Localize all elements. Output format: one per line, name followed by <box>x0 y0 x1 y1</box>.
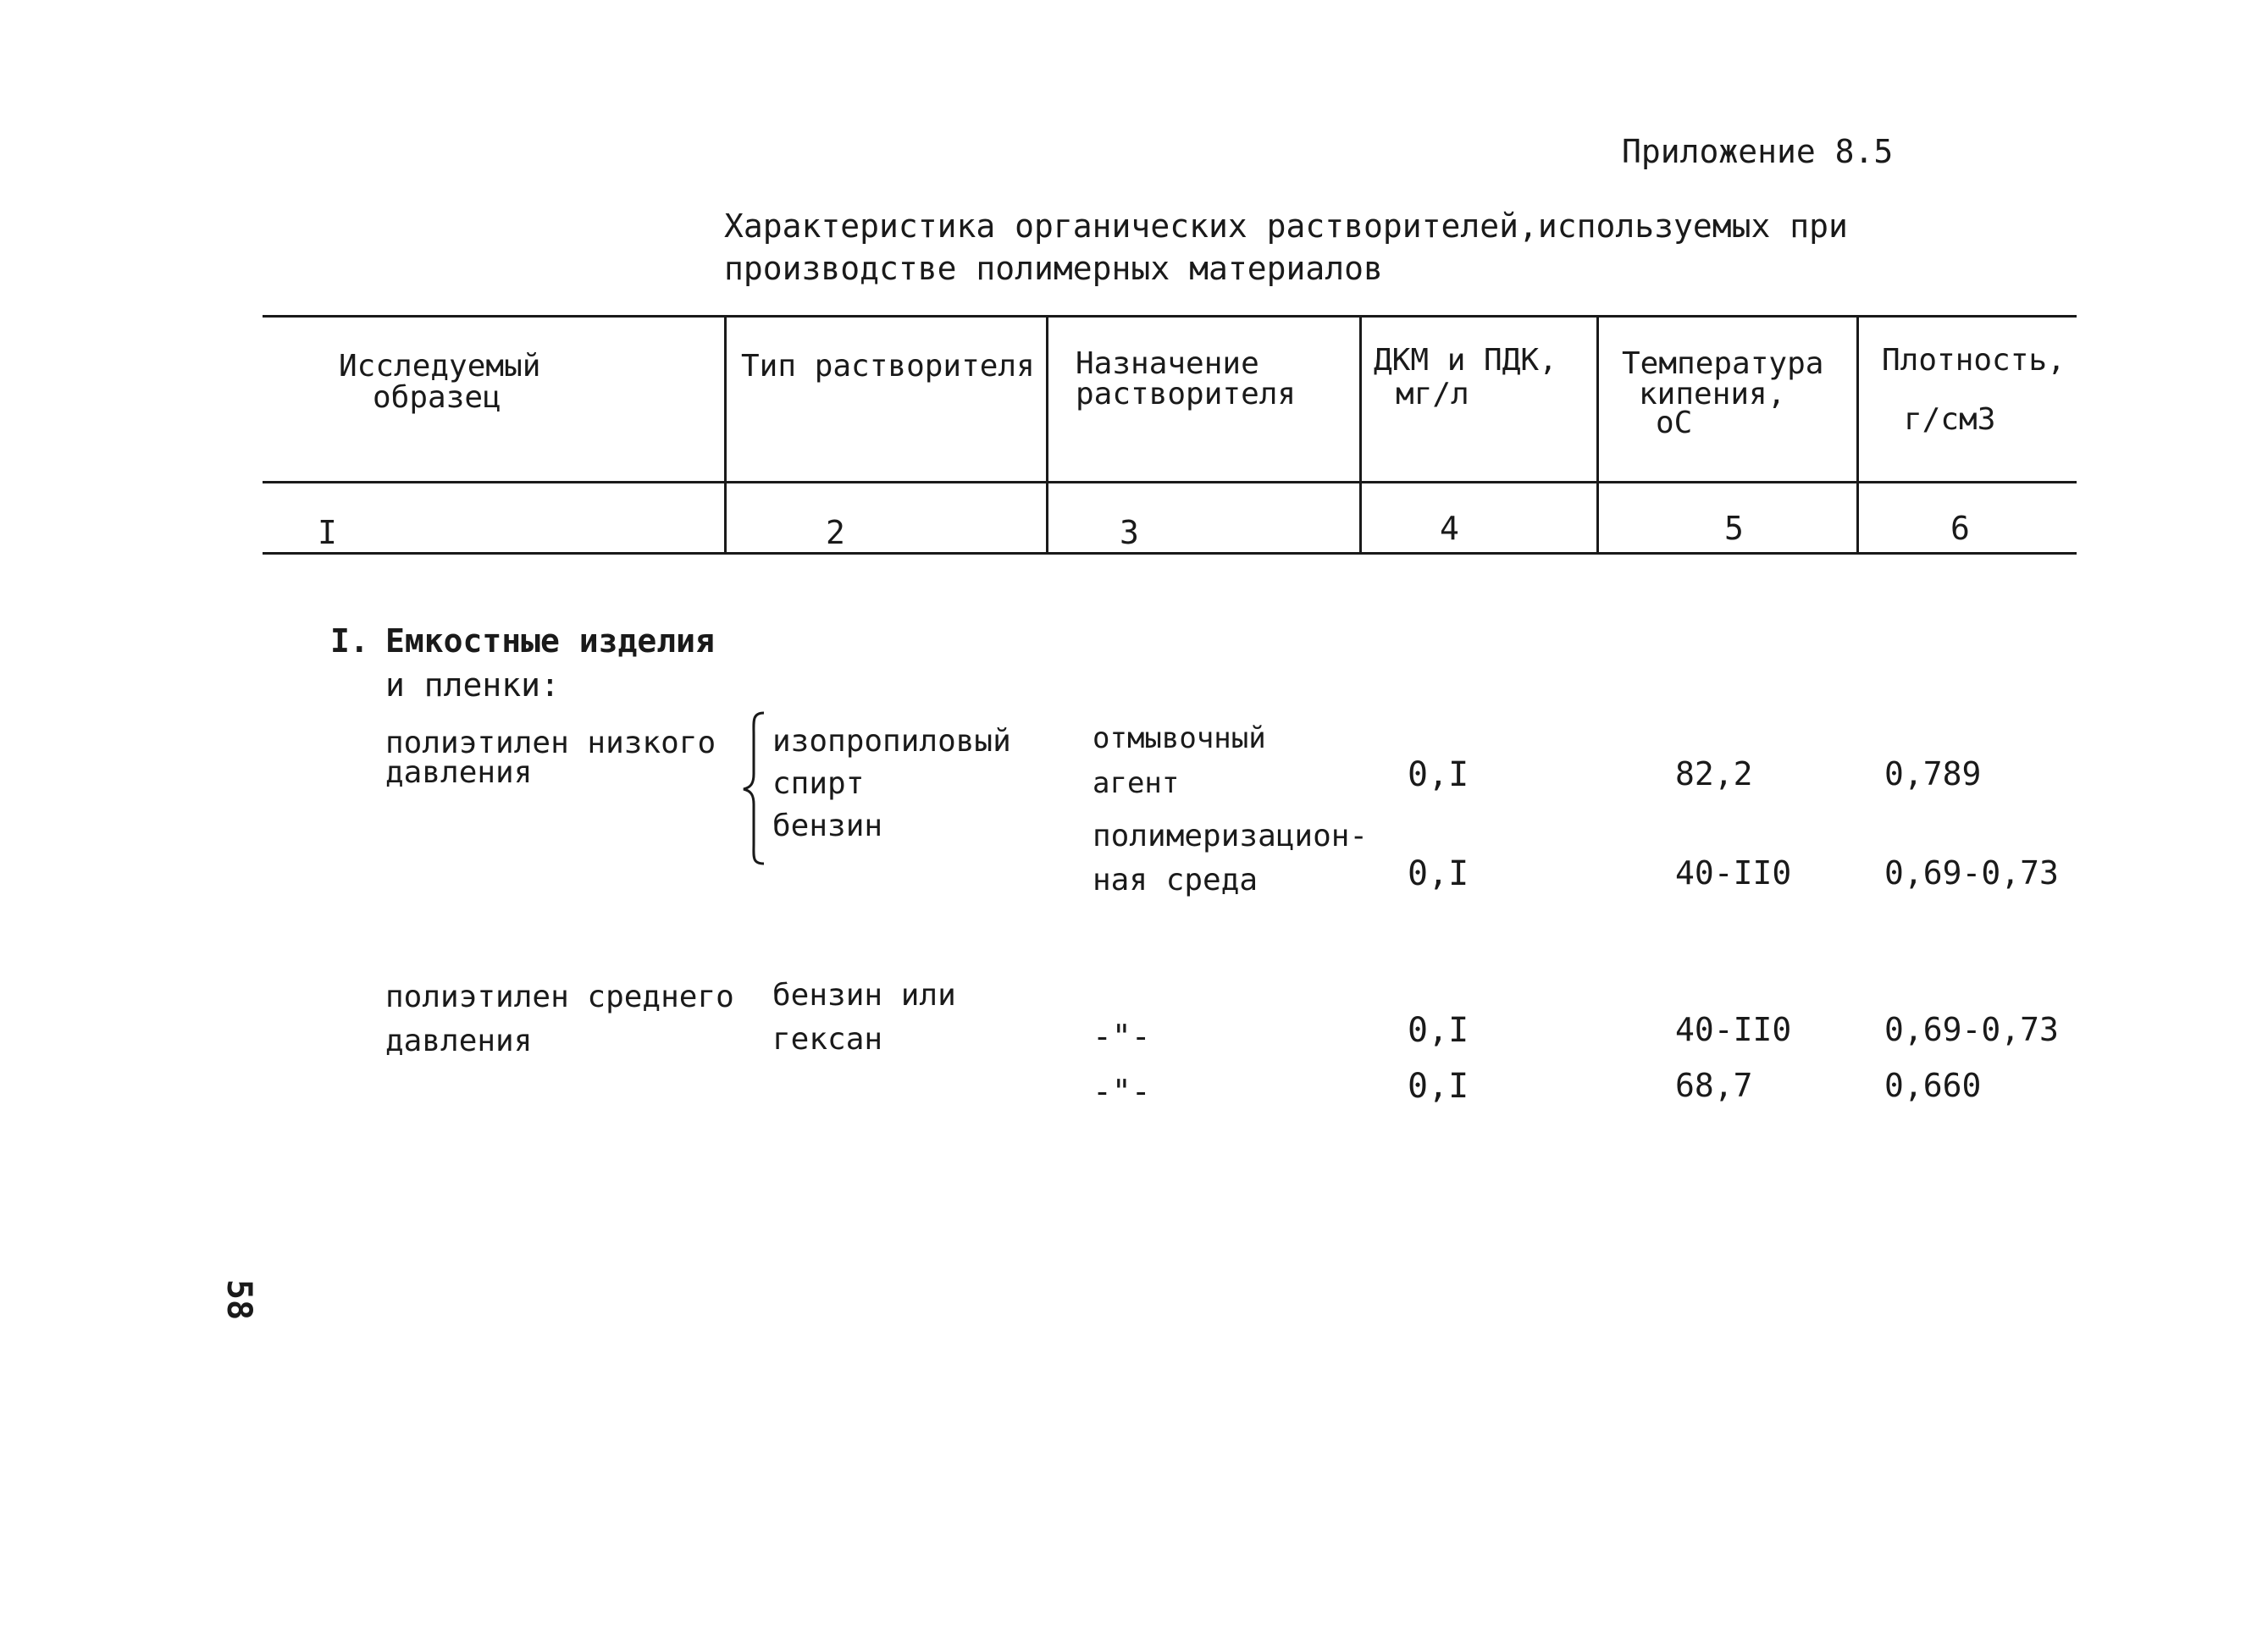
column-divider <box>1046 315 1048 555</box>
header-density-line1: Плотность, <box>1882 343 2066 378</box>
document-title-line2: производстве полимерных материалов <box>724 250 1383 287</box>
header-solvent-type: Тип растворителя <box>741 349 1035 384</box>
column-number: 5 <box>1724 510 1744 547</box>
header-temp-line1: Температура <box>1622 346 1824 381</box>
column-divider <box>1596 315 1599 555</box>
sample-name-line1: полиэтилен низкого <box>385 726 716 760</box>
purpose-line2: агент <box>1093 766 1180 800</box>
dkm-value: 0,I <box>1408 1011 1469 1050</box>
dkm-value: 0,I <box>1408 854 1469 893</box>
boiling-temp-value: 68,7 <box>1675 1067 1753 1104</box>
section-title-line2: и пленки: <box>385 666 560 704</box>
curly-brace-icon <box>738 710 767 866</box>
solvent-name: бензин <box>772 809 883 843</box>
header-temp-line2: кипения, <box>1639 377 1786 412</box>
section-number: I. <box>330 622 369 660</box>
page-number: 58 <box>219 1279 259 1321</box>
column-divider <box>724 315 727 555</box>
appendix-label: Приложение 8.5 <box>1622 133 1894 170</box>
table-numbers-rule <box>263 552 2077 555</box>
density-value: 0,69-0,73 <box>1884 854 2059 892</box>
solvent-name: изопропиловый <box>772 724 1011 759</box>
header-purpose-line2: растворителя <box>1076 377 1297 412</box>
document-title-line1: Характеристика органических растворителей,используемых при <box>724 207 1848 245</box>
column-number: 4 <box>1440 510 1459 547</box>
header-dkm-line2: мг/л <box>1396 377 1469 412</box>
dkm-value: 0,I <box>1408 1067 1469 1106</box>
header-density-line2: г/см3 <box>1904 402 1996 437</box>
boiling-temp-value: 40-II0 <box>1675 1011 1792 1048</box>
header-sample-line1: Исследуемый <box>339 349 541 384</box>
boiling-temp-value: 40-II0 <box>1675 854 1792 892</box>
section-title-line1: Емкостные изделия <box>385 622 715 660</box>
table-header-rule <box>263 481 2077 483</box>
purpose-ditto: -"- <box>1093 1073 1151 1110</box>
column-divider <box>1359 315 1362 555</box>
solvent-name: гексан <box>772 1022 883 1057</box>
density-value: 0,789 <box>1884 755 1982 793</box>
column-number: 3 <box>1120 514 1139 551</box>
dkm-value: 0,I <box>1408 755 1469 794</box>
sample-name-line1: полиэтилен среднего <box>385 980 734 1014</box>
solvent-name: бензин или <box>772 978 956 1013</box>
purpose-line2: ная среда <box>1093 863 1258 898</box>
column-number: 6 <box>1950 510 1970 547</box>
header-purpose-line1: Назначение <box>1076 346 1259 381</box>
column-divider <box>1856 315 1859 555</box>
boiling-temp-value: 82,2 <box>1675 755 1753 793</box>
header-temp-line3: оС <box>1656 406 1693 440</box>
header-sample-line2: образец <box>373 380 501 415</box>
purpose-line1: полимеризацион- <box>1093 819 1369 853</box>
purpose-ditto: -"- <box>1093 1018 1151 1055</box>
density-value: 0,660 <box>1884 1067 1982 1104</box>
table-top-rule <box>263 315 2077 318</box>
header-dkm-line1: ДКМ и ПДК, <box>1374 343 1557 378</box>
solvent-name: спирт <box>772 766 865 801</box>
column-number: 2 <box>826 514 845 551</box>
sample-name-line2: давления <box>385 755 533 790</box>
density-value: 0,69-0,73 <box>1884 1011 2059 1048</box>
sample-name-line2: давления <box>385 1024 533 1058</box>
purpose-line1: отмывочный <box>1093 721 1266 755</box>
column-number: I <box>318 514 337 551</box>
